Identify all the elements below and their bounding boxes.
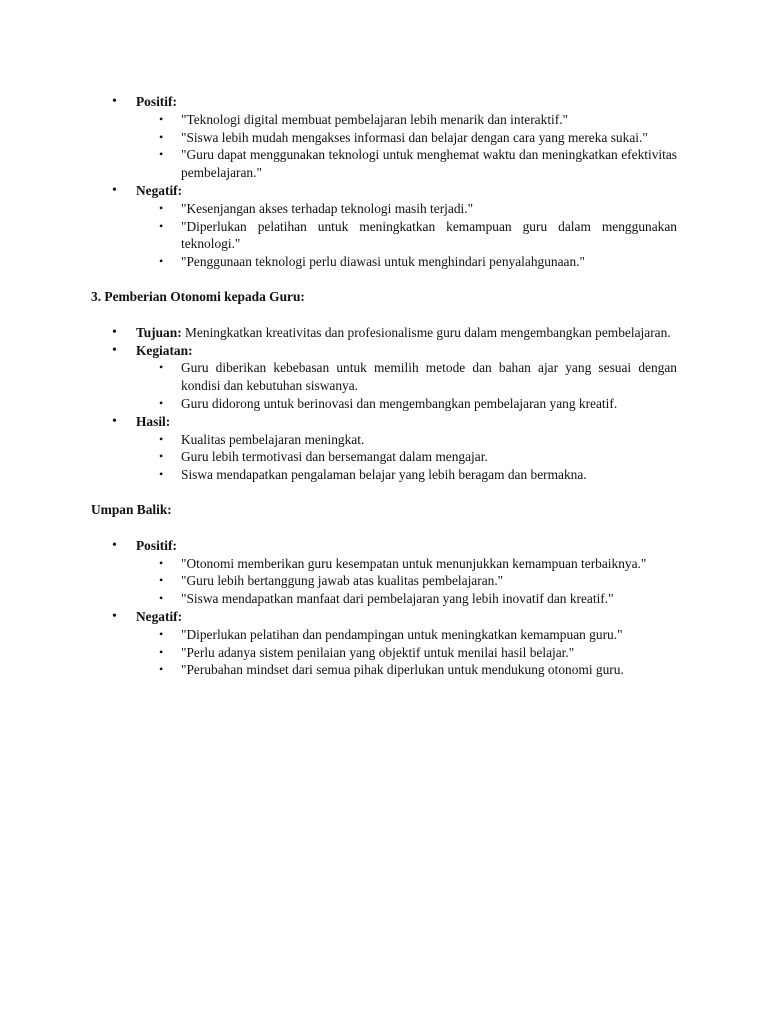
sub-list-item: • Guru diberikan kebebasan untuk memilih metode dan bahan ajar yang sesuai dengan kondisi dan kebutuhan siswanya. bbox=[181, 359, 677, 395]
sub-list-item: • "Siswa mendapatkan manfaat dari pembelajaran yang lebih inovatif dan kreatif." bbox=[181, 590, 677, 608]
sub-list bbox=[136, 200, 677, 271]
sub-list-item: • "Otonomi memberikan guru kesempatan untuk menunjukkan kemampuan terbaiknya." bbox=[181, 555, 677, 573]
sub-list-item: • "Siswa lebih mudah mengakses informasi dan belajar dengan cara yang mereka sukai." bbox=[181, 129, 677, 147]
sub-list bbox=[136, 111, 677, 182]
document-content bbox=[91, 93, 677, 679]
sub-list bbox=[136, 626, 677, 679]
section3-list bbox=[91, 324, 677, 484]
list-item-negatif bbox=[136, 608, 677, 679]
sub-list-item: • "Perlu adanya sistem penilaian yang objektif untuk menilai hasil belajar." bbox=[181, 644, 677, 662]
sub-list-item: • "Perubahan mindset dari semua pihak diperlukan untuk mendukung otonomi guru. bbox=[181, 661, 677, 679]
sub-list bbox=[136, 431, 677, 484]
list-item-negatif bbox=[136, 182, 677, 271]
item-label: Positif: bbox=[136, 94, 177, 109]
sub-list-item: • Guru lebih termotivasi dan bersemangat dalam mengajar. bbox=[181, 448, 677, 466]
item-label: Positif: bbox=[136, 537, 177, 553]
list-item-positif bbox=[136, 537, 677, 608]
list-item-kegiatan bbox=[136, 342, 677, 413]
sub-list-item: • "Diperlukan pelatihan untuk meningkatkan kemampuan guru dalam menggunakan teknologi." bbox=[181, 218, 677, 254]
list-item-tujuan bbox=[136, 324, 677, 342]
sub-list-item: • "Teknologi digital membuat pembelajaran lebih menarik dan interaktif." bbox=[181, 111, 677, 129]
sub-list-item: • "Guru lebih bertanggung jawab atas kualitas pembelajaran." bbox=[181, 572, 677, 590]
sub-list-item: • Kualitas pembelajaran meningkat. bbox=[181, 431, 677, 449]
sub-list-item: • Siswa mendapatkan pengalaman belajar yang lebih beragam dan bermakna. bbox=[181, 466, 677, 484]
item-label: Negatif: bbox=[136, 182, 183, 198]
top-list bbox=[91, 93, 677, 271]
item-label: Kegiatan: bbox=[136, 342, 193, 358]
sub-list-item: • Guru didorong untuk berinovasi dan mengembangkan pembelajaran yang kreatif. bbox=[181, 395, 677, 413]
sub-list-item: • "Penggunaan teknologi perlu diawasi untuk menghindari penyalahgunaan." bbox=[181, 253, 677, 271]
item-label: Hasil: bbox=[136, 413, 171, 429]
list-item-hasil bbox=[136, 413, 677, 484]
sub-list bbox=[136, 555, 677, 608]
sub-list-item: • "Diperlukan pelatihan dan pendampingan untuk meningkatkan kemampuan guru." bbox=[181, 626, 677, 644]
list-item-positif bbox=[136, 93, 677, 182]
section-heading: 3. Pemberian Otonomi kepada Guru: bbox=[91, 288, 305, 304]
sub-list-item: • "Guru dapat menggunakan teknologi untuk menghemat waktu dan meningkatkan efektivitas pembelajaran." bbox=[181, 146, 677, 182]
section-heading: Umpan Balik: bbox=[91, 501, 172, 517]
sub-list-item: • "Kesenjangan akses terhadap teknologi masih terjadi." bbox=[181, 200, 677, 218]
feedback-list bbox=[91, 537, 677, 679]
item-label: Negatif: bbox=[136, 608, 183, 624]
sub-list bbox=[136, 359, 677, 412]
item-text: Meningkatkan kreativitas dan profesionalisme guru dalam mengembangkan pembelajaran. bbox=[181, 324, 671, 340]
item-label: Tujuan: bbox=[136, 324, 182, 340]
